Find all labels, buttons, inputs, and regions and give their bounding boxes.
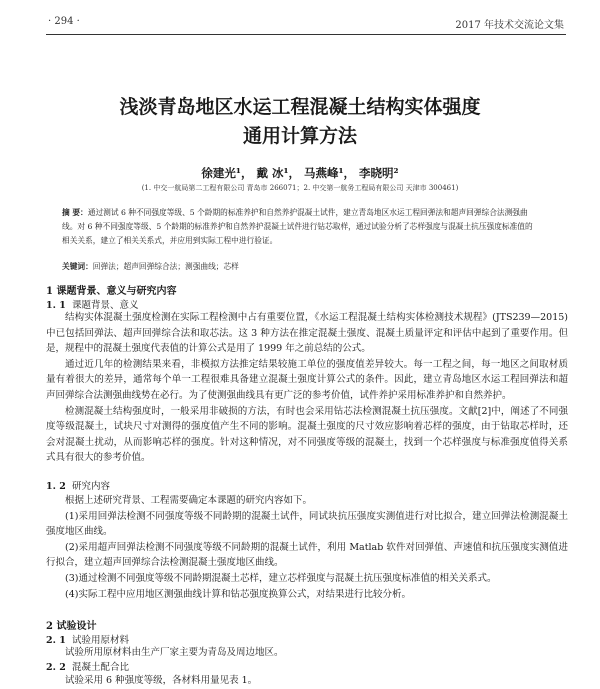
section-2-heading: 2 试验设计 (46, 621, 97, 632)
list-item: (1)采用回弹法检测不同强度等级不同龄期的混凝土试件，同试块抗压强度实测值进行对比拟合，建立回弹法检测混凝土强度地区曲线。 (46, 510, 568, 538)
author-list: 徐建光¹， 戴 冰¹， 马燕峰¹， 李晓明² (201, 166, 399, 180)
running-header: 2017 年技术交流论文集 (455, 20, 564, 31)
header-rule (46, 34, 566, 35)
abstract-text: 通过测试 6 种不同强度等级、5 个龄期的标准养护和自然养护混凝土试件，建立青岛地区水运工程回弹法和超声回弹综合法测强曲线。对 6 种不同强度等级、5 个龄期的标准养护和自然养护混凝土试件进行钻芯取样，通过试验分析了芯样强度与混凝土抗压强度标准值的相关关系，建立了相关关系式，并应用到实际工程中进行验证。 (62, 208, 533, 245)
paragraph: 试验采用 6 种强度等级，各材料用量见表 1。 (65, 675, 258, 686)
paragraph: 试验所用原材料由生产厂家主要为青岛及周边地区。 (65, 647, 284, 658)
subsection-number: 2. 2 (46, 662, 66, 673)
abstract (62, 206, 540, 248)
list-item: (3)通过检测不同强度等级不同龄期混凝土芯样，建立芯样强度与混凝土抗压强度标准值的相关关系式。 (65, 572, 497, 584)
section-1-1-body (46, 310, 568, 466)
keywords (62, 260, 540, 274)
subsection-number: 2. 1 (46, 635, 66, 646)
keywords-text: 回弹法；超声回弹综合法；测强曲线；芯样 (92, 262, 239, 271)
subsection-number: 1. 1 (46, 300, 66, 311)
list-item: (4)实际工程中应用地区测强曲线计算和钻芯强度换算公式，对结果进行比较分析。 (65, 588, 411, 600)
section-1-heading: 1 课题背景、意义与研究内容 (46, 286, 177, 297)
subsection-2-1-heading (46, 632, 129, 646)
subsection-title: 课题背景、意义 (72, 300, 139, 311)
affiliation: (1. 中交一航局第二工程有限公司 青岛市 266071；2. 中交第一航务工程局有限公司 天津市 300461) (141, 184, 459, 192)
subsection-title: 试验用原材料 (72, 635, 130, 646)
subsection-title: 研究内容 (72, 481, 111, 492)
section-1-2-body (46, 493, 568, 602)
paper-title-line2: 通用计算方法 (242, 125, 357, 147)
keywords-label: 关键词： (62, 262, 93, 271)
section-2-2-body (46, 673, 568, 689)
paragraph: 通过近几年的检测结果来看，非模拟方法推定结果较施工单位的强度值差异较大。每一工程之间，每一地区之间取材质量有着很大的差异，通常每个单一工程很难具备建立混凝土强度计算公式的条件。因此，建立青岛地区水运工程回弹法和超声回弹综合法测强曲线势在必行。为了使测强曲线具有更广泛的参考价值，试件养护采用标准养护和自然养护。 (46, 358, 568, 401)
paper-title-line1: 浅淡青岛地区水运工程混凝土结构实体强度 (119, 96, 481, 118)
subsection-2-2-heading (46, 659, 129, 673)
paragraph: 结构实体混凝土强度检测在实际工程检测中占有重要位置，《水运工程混凝土结构实体检测技术规程》(JTS239—2015)中已包括回弹法、超声回弹综合法和取芯法。这 3 种方法在推定混凝土强度、混凝土质量评定和评估中起到了重要作用。但是，规程中的混凝土强度代表值的计算公式是用了 1999 年之前总结的公式。 (46, 312, 568, 355)
paragraph: 检测混凝土结构强度时，一般采用非破损的方法，有时也会采用钻芯法检测混凝土抗压强度。文献[2]中，阐述了不同强度等级混凝土，试块尺寸对测得的强度值产生不同的影响。混凝土强度的尺寸效应影响着芯样的强度，由于钻取芯样时，还会对混凝土扰动，从而影响芯样的强度。针对这种情况，对不同强度等级的混凝土，找到一个芯样强度与标准强度值得关系式具有很大的参考价值。 (46, 405, 568, 464)
subsection-number: 1. 2 (46, 481, 66, 492)
abstract-label: 摘 要： (62, 208, 88, 217)
subsection-title: 混凝土配合比 (72, 662, 130, 673)
list-item: (2)采用超声回弹法检测不同强度等级不同龄期的混凝土试件，利用 Matlab 软件对回弹值、声速值和抗压强度实测值进行拟合，建立超声回弹综合法检测混凝土强度地区曲线。 (46, 541, 568, 569)
subsection-1-1-heading (46, 297, 139, 311)
paragraph: 根据上述研究背景、工程需要确定本课题的研究内容如下。 (65, 495, 313, 506)
page-number: · 294 · (48, 16, 80, 27)
subsection-1-2-heading (46, 478, 110, 492)
